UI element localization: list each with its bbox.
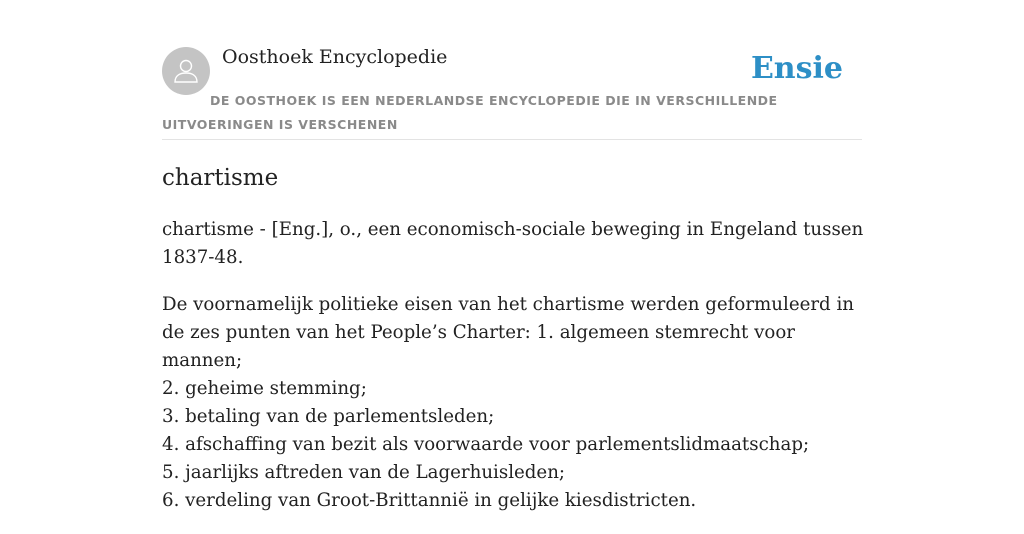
list-item: 2. geheime stemming; [162, 378, 367, 399]
list-item: 3. betaling van de parlementsleden; [162, 406, 495, 427]
user-icon [171, 56, 201, 86]
site-tagline: DE OOSTHOEK IS EEN NEDERLANDSE ENCYCLOPEDIE DIE IN VERSCHILLENDE UITVOERINGEN IS VERSCHENEN [162, 93, 778, 132]
list-item: 5. jaarlijks aftreden van de Lagerhuisleden; [162, 462, 566, 483]
site-name[interactable]: Oosthoek Encyclopedie [222, 46, 448, 68]
paragraph-intro: De voornamelijk politieke eisen van het chartisme werden geformuleerd in de zes punten van het People’s Charter: 1. algemeen stemrecht voor mannen; [162, 294, 855, 371]
page-header [162, 0, 862, 140]
page-container [162, 0, 864, 511]
list-item: 4. afschaffing van bezit als voorwaarde voor parlementslidmaatschap; [162, 434, 810, 455]
avatar[interactable] [162, 47, 210, 95]
article-paragraph [162, 291, 867, 515]
list-item: 6. verdeling van Groot-Brittannië in gelijke kiesdistricten. [162, 490, 697, 511]
article-body [162, 216, 867, 534]
article-title: chartisme [162, 165, 279, 191]
article-intro: chartisme - [Eng.], o., een economisch-sociale beweging in Engeland tussen 1837-48. [162, 219, 864, 268]
brand-logo[interactable]: Ensie [750, 51, 843, 86]
